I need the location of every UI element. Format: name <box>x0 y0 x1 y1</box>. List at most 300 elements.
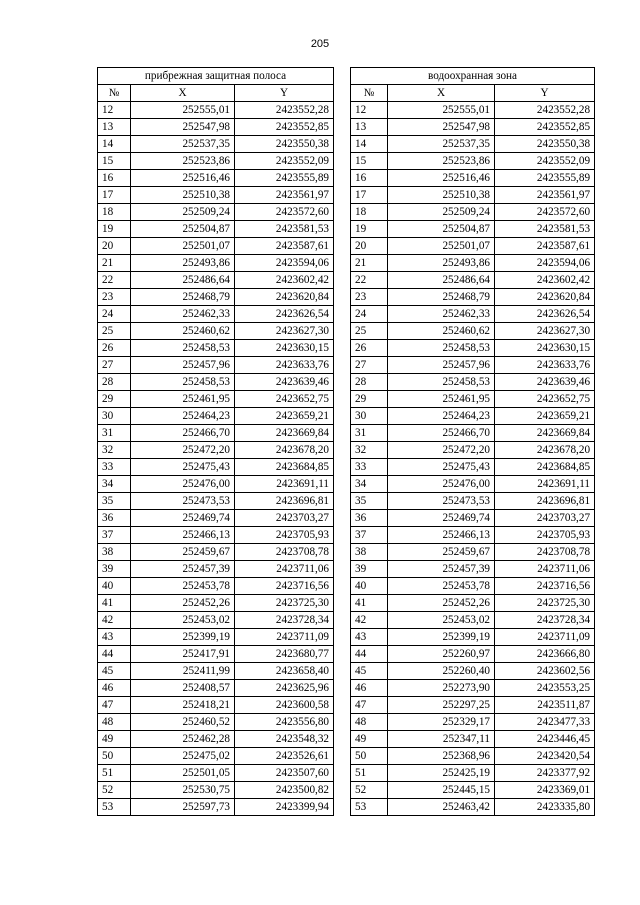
point-number: 38 <box>351 544 388 561</box>
table-row <box>351 306 595 323</box>
coordinate-x: 252547,98 <box>388 119 495 136</box>
table-row <box>351 323 595 340</box>
point-number: 34 <box>351 476 388 493</box>
point-number: 14 <box>98 136 131 153</box>
table-row <box>98 510 334 527</box>
coordinate-x: 252463,42 <box>388 799 495 816</box>
coordinate-y: 2423553,25 <box>495 680 595 697</box>
point-number: 46 <box>351 680 388 697</box>
coordinate-y: 2423420,54 <box>495 748 595 765</box>
coordinate-y: 2423587,61 <box>235 238 334 255</box>
table-row <box>351 374 595 391</box>
table-row <box>98 578 334 595</box>
coordinate-y: 2423581,53 <box>495 221 595 238</box>
coordinate-x: 252408,57 <box>131 680 235 697</box>
column-header-number: № <box>98 85 131 102</box>
coordinate-x: 252486,64 <box>388 272 495 289</box>
coordinate-x: 252493,86 <box>388 255 495 272</box>
table-row <box>351 680 595 697</box>
point-number: 38 <box>98 544 131 561</box>
point-number: 52 <box>351 782 388 799</box>
coordinate-y: 2423725,30 <box>495 595 595 612</box>
table-row <box>351 272 595 289</box>
table-row <box>351 561 595 578</box>
table-row <box>98 731 334 748</box>
point-number: 37 <box>351 527 388 544</box>
point-number: 44 <box>98 646 131 663</box>
coordinate-y: 2423552,28 <box>235 102 334 119</box>
coordinate-x: 252411,99 <box>131 663 235 680</box>
table-row <box>351 170 595 187</box>
coordinate-x: 252460,52 <box>131 714 235 731</box>
coordinate-x: 252555,01 <box>131 102 235 119</box>
coordinate-y: 2423669,84 <box>235 425 334 442</box>
coordinate-y: 2423666,80 <box>495 646 595 663</box>
table-row <box>98 544 334 561</box>
coordinate-x: 252493,86 <box>131 255 235 272</box>
coordinate-y: 2423659,21 <box>235 408 334 425</box>
table-row <box>351 357 595 374</box>
point-number: 18 <box>351 204 388 221</box>
point-number: 25 <box>351 323 388 340</box>
coordinate-y: 2423602,42 <box>495 272 595 289</box>
point-number: 47 <box>98 697 131 714</box>
coordinate-y: 2423477,33 <box>495 714 595 731</box>
table-row <box>351 221 595 238</box>
coordinate-y: 2423627,30 <box>235 323 334 340</box>
point-number: 25 <box>98 323 131 340</box>
point-number: 39 <box>351 561 388 578</box>
table-row <box>351 578 595 595</box>
point-number: 36 <box>351 510 388 527</box>
coordinate-y: 2423658,40 <box>235 663 334 680</box>
coordinate-y: 2423561,97 <box>235 187 334 204</box>
coordinate-x: 252457,96 <box>131 357 235 374</box>
table-row <box>98 153 334 170</box>
table-row <box>98 612 334 629</box>
point-number: 35 <box>98 493 131 510</box>
coordinate-y: 2423705,93 <box>495 527 595 544</box>
table-row <box>98 425 334 442</box>
coordinate-y: 2423335,80 <box>495 799 595 816</box>
table-title: прибрежная защитная полоса <box>98 68 334 85</box>
column-header-x: X <box>131 85 235 102</box>
table-row <box>351 697 595 714</box>
coordinate-x: 252399,19 <box>388 629 495 646</box>
coordinate-x: 252466,70 <box>131 425 235 442</box>
coordinate-y: 2423594,06 <box>235 255 334 272</box>
coordinate-y: 2423708,78 <box>495 544 595 561</box>
point-number: 14 <box>351 136 388 153</box>
point-number: 12 <box>98 102 131 119</box>
coordinate-y: 2423711,06 <box>235 561 334 578</box>
coordinate-x: 252523,86 <box>388 153 495 170</box>
point-number: 15 <box>351 153 388 170</box>
coordinate-y: 2423550,38 <box>495 136 595 153</box>
table-row <box>98 289 334 306</box>
point-number: 27 <box>351 357 388 374</box>
table-row <box>351 187 595 204</box>
table-row <box>98 799 334 816</box>
table-row <box>98 408 334 425</box>
coordinate-y: 2423572,60 <box>495 204 595 221</box>
coordinate-y: 2423678,20 <box>495 442 595 459</box>
table-row <box>98 442 334 459</box>
point-number: 23 <box>98 289 131 306</box>
coordinate-x: 252469,74 <box>388 510 495 527</box>
point-number: 35 <box>351 493 388 510</box>
coordinate-y: 2423711,06 <box>495 561 595 578</box>
coordinate-x: 252475,02 <box>131 748 235 765</box>
coordinate-x: 252457,39 <box>388 561 495 578</box>
table-row <box>98 748 334 765</box>
coordinate-x: 252523,86 <box>131 153 235 170</box>
coordinate-x: 252453,78 <box>388 578 495 595</box>
coordinate-x: 252468,79 <box>131 289 235 306</box>
point-number: 51 <box>351 765 388 782</box>
coordinate-y: 2423572,60 <box>235 204 334 221</box>
table-row <box>98 459 334 476</box>
table-row <box>98 221 334 238</box>
point-number: 31 <box>98 425 131 442</box>
table-row <box>98 119 334 136</box>
point-number: 22 <box>98 272 131 289</box>
table-row <box>98 646 334 663</box>
coordinate-y: 2423728,34 <box>235 612 334 629</box>
point-number: 26 <box>351 340 388 357</box>
coordinate-x: 252462,28 <box>131 731 235 748</box>
table-row <box>98 476 334 493</box>
table-row <box>98 136 334 153</box>
point-number: 51 <box>98 765 131 782</box>
coordinate-y: 2423627,30 <box>495 323 595 340</box>
table-row <box>98 765 334 782</box>
table-row <box>351 459 595 476</box>
coordinate-x: 252297,25 <box>388 697 495 714</box>
point-number: 21 <box>98 255 131 272</box>
coordinate-y: 2423526,61 <box>235 748 334 765</box>
coordinate-x: 252457,39 <box>131 561 235 578</box>
coordinate-x: 252475,43 <box>388 459 495 476</box>
table-row <box>98 204 334 221</box>
coordinate-x: 252462,33 <box>388 306 495 323</box>
coordinate-y: 2423716,56 <box>495 578 595 595</box>
point-number: 19 <box>98 221 131 238</box>
coordinate-y: 2423639,46 <box>235 374 334 391</box>
coordinate-x: 252458,53 <box>131 374 235 391</box>
coordinate-y: 2423684,85 <box>495 459 595 476</box>
table-row <box>98 595 334 612</box>
coordinate-y: 2423552,85 <box>235 119 334 136</box>
point-number: 41 <box>351 595 388 612</box>
point-number: 43 <box>98 629 131 646</box>
point-number: 39 <box>98 561 131 578</box>
coordinate-x: 252462,33 <box>131 306 235 323</box>
point-number: 49 <box>98 731 131 748</box>
point-number: 36 <box>98 510 131 527</box>
coordinate-x: 252472,20 <box>388 442 495 459</box>
point-number: 53 <box>351 799 388 816</box>
table-row <box>351 102 595 119</box>
coordinate-x: 252418,21 <box>131 697 235 714</box>
point-number: 20 <box>98 238 131 255</box>
coordinate-x: 252260,40 <box>388 663 495 680</box>
coordinate-y: 2423678,20 <box>235 442 334 459</box>
table-row <box>98 357 334 374</box>
coordinate-y: 2423633,76 <box>495 357 595 374</box>
table-row <box>98 629 334 646</box>
column-header-x: X <box>388 85 495 102</box>
coordinate-x: 252452,26 <box>388 595 495 612</box>
point-number: 24 <box>351 306 388 323</box>
table-row <box>351 204 595 221</box>
table-row <box>351 493 595 510</box>
coordinate-y: 2423369,01 <box>495 782 595 799</box>
point-number: 40 <box>98 578 131 595</box>
coordinate-x: 252473,53 <box>131 493 235 510</box>
coordinate-y: 2423581,53 <box>235 221 334 238</box>
coordinate-x: 252555,01 <box>388 102 495 119</box>
table-row <box>98 306 334 323</box>
coordinate-x: 252469,74 <box>131 510 235 527</box>
table-row <box>351 119 595 136</box>
coordinate-y: 2423728,34 <box>495 612 595 629</box>
table-row <box>98 102 334 119</box>
coordinate-y: 2423550,38 <box>235 136 334 153</box>
coordinate-x: 252468,79 <box>388 289 495 306</box>
coordinate-y: 2423703,27 <box>235 510 334 527</box>
point-number: 27 <box>98 357 131 374</box>
coordinate-x: 252516,46 <box>388 170 495 187</box>
table-row <box>351 442 595 459</box>
coordinate-x: 252516,46 <box>131 170 235 187</box>
table-row <box>351 646 595 663</box>
coordinate-x: 252509,24 <box>388 204 495 221</box>
coordinate-x: 252399,19 <box>131 629 235 646</box>
table-row <box>351 527 595 544</box>
point-number: 13 <box>98 119 131 136</box>
point-number: 50 <box>98 748 131 765</box>
coordinate-y: 2423625,96 <box>235 680 334 697</box>
table-row <box>351 408 595 425</box>
coordinate-y: 2423556,80 <box>235 714 334 731</box>
coordinate-y: 2423708,78 <box>235 544 334 561</box>
coordinate-y: 2423507,60 <box>235 765 334 782</box>
point-number: 30 <box>98 408 131 425</box>
point-number: 31 <box>351 425 388 442</box>
coordinate-x: 252452,26 <box>131 595 235 612</box>
column-header-number: № <box>351 85 388 102</box>
table-row <box>351 748 595 765</box>
point-number: 29 <box>351 391 388 408</box>
table-row <box>351 629 595 646</box>
point-number: 28 <box>351 374 388 391</box>
coordinate-y: 2423620,84 <box>495 289 595 306</box>
coordinate-x: 252509,24 <box>131 204 235 221</box>
coordinate-y: 2423555,89 <box>495 170 595 187</box>
coordinate-y: 2423377,92 <box>495 765 595 782</box>
point-number: 24 <box>98 306 131 323</box>
coordinate-y: 2423725,30 <box>235 595 334 612</box>
coordinate-y: 2423696,81 <box>235 493 334 510</box>
coordinate-x: 252537,35 <box>388 136 495 153</box>
coordinate-y: 2423594,06 <box>495 255 595 272</box>
coordinate-y: 2423555,89 <box>235 170 334 187</box>
coordinate-x: 252475,43 <box>131 459 235 476</box>
table-row <box>98 272 334 289</box>
point-number: 16 <box>98 170 131 187</box>
coordinate-x: 252457,96 <box>388 357 495 374</box>
table-row <box>98 187 334 204</box>
coordinate-x: 252460,62 <box>131 323 235 340</box>
table-row <box>351 799 595 816</box>
point-number: 44 <box>351 646 388 663</box>
coordinate-y: 2423552,09 <box>235 153 334 170</box>
point-number: 40 <box>351 578 388 595</box>
table-row <box>98 374 334 391</box>
coordinate-y: 2423500,82 <box>235 782 334 799</box>
table-row <box>98 170 334 187</box>
table-row <box>351 612 595 629</box>
table-row <box>98 238 334 255</box>
coordinate-y: 2423600,58 <box>235 697 334 714</box>
point-number: 50 <box>351 748 388 765</box>
table-row <box>351 714 595 731</box>
coordinate-y: 2423587,61 <box>495 238 595 255</box>
coordinate-x: 252504,87 <box>388 221 495 238</box>
coordinate-y: 2423652,75 <box>235 391 334 408</box>
table-row <box>98 680 334 697</box>
coordinate-x: 252473,53 <box>388 493 495 510</box>
table-row <box>98 714 334 731</box>
table-row <box>98 782 334 799</box>
page-number: 205 <box>310 38 330 50</box>
table-row <box>351 782 595 799</box>
coordinate-x: 252464,23 <box>131 408 235 425</box>
coordinate-x: 252466,70 <box>388 425 495 442</box>
coordinate-y: 2423705,93 <box>235 527 334 544</box>
coordinate-y: 2423652,75 <box>495 391 595 408</box>
coordinate-y: 2423659,21 <box>495 408 595 425</box>
coordinate-y: 2423691,11 <box>235 476 334 493</box>
table-row <box>351 765 595 782</box>
point-number: 15 <box>98 153 131 170</box>
coordinate-x: 252547,98 <box>131 119 235 136</box>
point-number: 37 <box>98 527 131 544</box>
coordinate-y: 2423703,27 <box>495 510 595 527</box>
point-number: 23 <box>351 289 388 306</box>
coordinate-x: 252501,07 <box>388 238 495 255</box>
coordinate-y: 2423561,97 <box>495 187 595 204</box>
table-row <box>98 527 334 544</box>
table-row <box>351 510 595 527</box>
point-number: 17 <box>98 187 131 204</box>
point-number: 13 <box>351 119 388 136</box>
table-row <box>98 255 334 272</box>
table-row <box>351 731 595 748</box>
coordinate-y: 2423630,15 <box>495 340 595 357</box>
point-number: 34 <box>98 476 131 493</box>
point-number: 52 <box>98 782 131 799</box>
coastal-protective-strip-table <box>97 67 334 816</box>
point-number: 42 <box>351 612 388 629</box>
coordinate-x: 252458,53 <box>131 340 235 357</box>
table-row <box>98 561 334 578</box>
point-number: 12 <box>351 102 388 119</box>
coordinate-y: 2423552,28 <box>495 102 595 119</box>
water-protection-zone-table <box>350 67 595 816</box>
table-row <box>351 391 595 408</box>
coordinate-y: 2423552,09 <box>495 153 595 170</box>
coordinate-x: 252458,53 <box>388 374 495 391</box>
coordinate-x: 252425,19 <box>388 765 495 782</box>
point-number: 18 <box>98 204 131 221</box>
point-number: 32 <box>98 442 131 459</box>
table-row <box>351 289 595 306</box>
table-row <box>351 238 595 255</box>
table-row <box>351 425 595 442</box>
coordinate-y: 2423669,84 <box>495 425 595 442</box>
coordinate-y: 2423639,46 <box>495 374 595 391</box>
table-row <box>98 663 334 680</box>
table-row <box>351 136 595 153</box>
coordinate-x: 252501,05 <box>131 765 235 782</box>
coordinate-x: 252459,67 <box>131 544 235 561</box>
table-row <box>98 323 334 340</box>
coordinate-x: 252459,67 <box>388 544 495 561</box>
point-number: 16 <box>351 170 388 187</box>
coordinate-x: 252458,53 <box>388 340 495 357</box>
point-number: 49 <box>351 731 388 748</box>
table-row <box>351 595 595 612</box>
table-row <box>351 255 595 272</box>
coordinate-x: 252510,38 <box>388 187 495 204</box>
point-number: 33 <box>351 459 388 476</box>
point-number: 28 <box>98 374 131 391</box>
coordinate-x: 252466,13 <box>131 527 235 544</box>
coordinate-x: 252453,02 <box>388 612 495 629</box>
coordinate-x: 252445,15 <box>388 782 495 799</box>
coordinate-y: 2423684,85 <box>235 459 334 476</box>
point-number: 53 <box>98 799 131 816</box>
point-number: 47 <box>351 697 388 714</box>
coordinate-x: 252453,02 <box>131 612 235 629</box>
coordinate-y: 2423691,11 <box>495 476 595 493</box>
coordinate-x: 252347,11 <box>388 731 495 748</box>
point-number: 26 <box>98 340 131 357</box>
point-number: 21 <box>351 255 388 272</box>
point-number: 45 <box>351 663 388 680</box>
point-number: 33 <box>98 459 131 476</box>
point-number: 19 <box>351 221 388 238</box>
coordinate-y: 2423602,42 <box>235 272 334 289</box>
point-number: 20 <box>351 238 388 255</box>
coordinate-x: 252537,35 <box>131 136 235 153</box>
coordinate-y: 2423711,09 <box>495 629 595 646</box>
coordinate-y: 2423716,56 <box>235 578 334 595</box>
coordinate-x: 252504,87 <box>131 221 235 238</box>
coordinate-x: 252476,00 <box>388 476 495 493</box>
table-row <box>98 493 334 510</box>
coordinate-y: 2423399,94 <box>235 799 334 816</box>
point-number: 42 <box>98 612 131 629</box>
table-row <box>351 663 595 680</box>
point-number: 41 <box>98 595 131 612</box>
coordinate-x: 252460,62 <box>388 323 495 340</box>
table-row <box>351 476 595 493</box>
table-title: водоохранная зона <box>351 68 595 85</box>
coordinate-y: 2423630,15 <box>235 340 334 357</box>
